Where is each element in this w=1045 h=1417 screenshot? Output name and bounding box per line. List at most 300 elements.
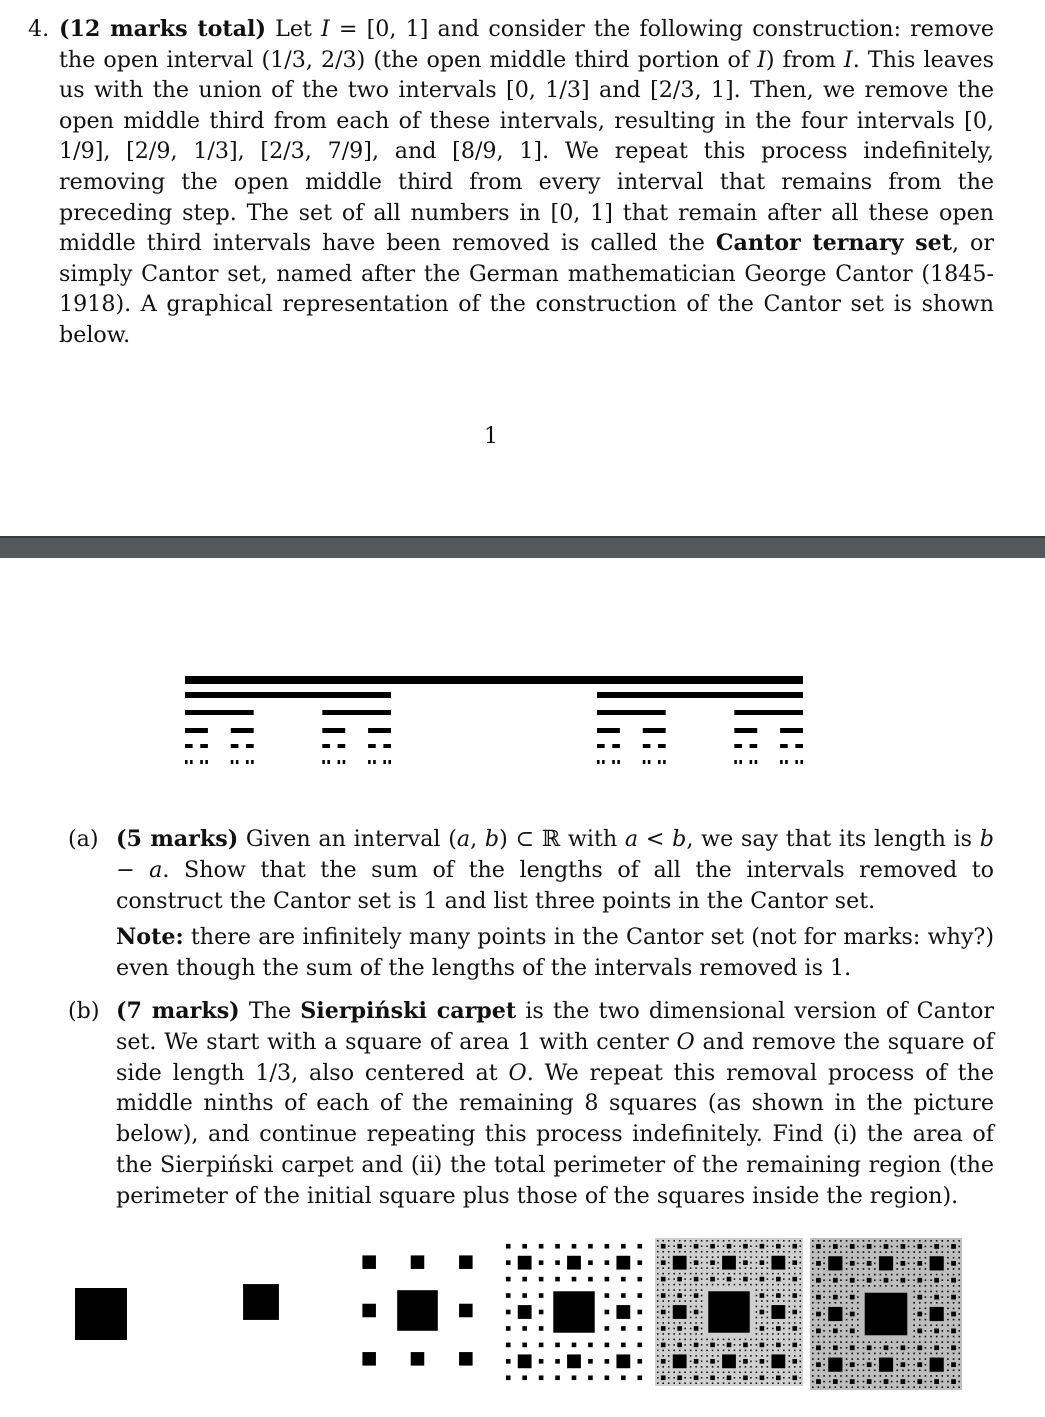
carpet-square [661,1375,666,1380]
carpet-square [750,1382,752,1384]
carpet-square [833,1379,838,1384]
carpet-square [799,1333,801,1335]
carpet-square [857,1291,859,1293]
carpet-square [668,1328,670,1330]
carpet-square [555,1244,560,1249]
carpet-square [734,1278,736,1280]
carpet-square [695,1251,697,1253]
carpet-square [778,1322,780,1324]
carpet-square [829,1347,831,1349]
carpet-square [868,1370,870,1372]
carpet-square [739,1339,741,1341]
carpet-square [743,1260,748,1265]
carpet-square [829,1240,831,1242]
carpet-square [799,1295,801,1297]
carpet-square [745,1350,747,1352]
carpet-square [637,1359,642,1364]
carpet-square [812,1251,814,1253]
carpet-square [778,1284,780,1286]
carpet-square [925,1330,927,1332]
carpet-square [657,1377,659,1379]
carpet-square [756,1306,758,1308]
carpet-square [951,1312,956,1317]
carpet-square [942,1381,944,1383]
carpet-square [851,1341,853,1343]
carpet-square [662,1333,664,1335]
carpet-square [880,1386,882,1388]
text-run: Given an interval ( [238,826,457,852]
carpet-square [823,1268,825,1270]
carpet-square [694,1375,699,1380]
cantor-segment [750,744,758,748]
carpet-square [799,1372,801,1374]
carpet-square [756,1251,758,1253]
carpet-square [767,1262,769,1264]
carpet-square [823,1251,825,1253]
carpet-square [722,1256,736,1270]
carpet-square [668,1251,670,1253]
carpet-square [947,1341,949,1343]
carpet-square [684,1284,686,1286]
carpet-square [739,1262,741,1264]
carpet-square [823,1324,825,1326]
carpet-square [851,1386,853,1388]
carpet-square [712,1339,714,1341]
carpet-square [745,1284,747,1286]
carpet-square [728,1284,730,1286]
carpet-square [668,1382,670,1384]
carpet-square [896,1386,898,1388]
carpet-square [812,1240,814,1242]
carpet-square [917,1312,922,1317]
carpet-square [840,1251,842,1253]
carpet-square [690,1328,692,1330]
carpet-square [823,1353,825,1355]
page-divider [0,536,1045,558]
carpet-square [925,1324,927,1326]
carpet-square [902,1257,904,1259]
carpet-square [863,1251,865,1253]
carpet-square [868,1358,870,1360]
cantor-segment [597,728,620,733]
carpet-square [694,1326,699,1331]
carpet-square [868,1353,870,1355]
carpet-square [902,1358,904,1360]
carpet-square [885,1240,887,1242]
carpet-square [917,1362,922,1367]
carpet-square [789,1284,791,1286]
cantor-segment [322,728,345,733]
carpet-square [734,1284,736,1286]
carpet-square [588,1359,593,1364]
carpet-square [925,1358,927,1360]
carpet-square [506,1244,511,1249]
carpet-square [776,1244,781,1249]
carpet-square [761,1366,763,1368]
carpet-square [706,1339,708,1341]
carpet-square [913,1319,915,1321]
cantor-segment [597,744,605,748]
carpet-square [637,1310,642,1315]
carpet-square [851,1375,853,1377]
carpet-square [789,1251,791,1253]
carpet-square [695,1240,697,1242]
carpet-square [902,1285,904,1287]
problem-text [59,14,994,351]
carpet-square [690,1311,692,1313]
carpet-square [846,1246,848,1248]
carpet-square [799,1306,801,1308]
carpet-square [637,1343,642,1348]
carpet-square [799,1262,801,1264]
carpet-square [743,1343,748,1348]
carpet-square [874,1274,876,1276]
carpet-square [756,1256,758,1258]
carpet-square [867,1362,872,1367]
carpet-square [783,1240,785,1242]
carpet-square [868,1268,870,1270]
carpet-square [885,1341,887,1343]
carpet-square [668,1372,670,1374]
carpet-square [706,1267,708,1269]
carpet-square [840,1240,842,1242]
carpet-square [863,1358,865,1360]
carpet-square [694,1293,699,1298]
carpet-square [772,1251,774,1253]
carpet-square [690,1267,692,1269]
carpet-square [673,1377,675,1379]
carpet-square [743,1277,748,1282]
carpet-square [760,1293,765,1298]
carpet-square [942,1324,944,1326]
carpet-square [756,1273,758,1275]
carpet-square [767,1295,769,1297]
carpet-square [896,1341,898,1343]
carpet-square [701,1267,703,1269]
carpet-square [710,1244,715,1249]
carpet-square [908,1341,910,1343]
carpet-square [794,1300,796,1302]
carpet-square [522,1375,527,1380]
carpet-square [701,1300,703,1302]
carpet-square [880,1285,882,1287]
carpet-square [823,1302,825,1304]
carpet-square [942,1386,944,1388]
carpet-square [679,1273,681,1275]
carpet-square [936,1341,938,1343]
carpet-square [947,1353,949,1355]
carpet-square [637,1260,642,1265]
carpet-square [668,1289,670,1291]
carpet-square [913,1364,915,1366]
carpet-square [673,1256,687,1270]
cantor-segment [643,728,666,733]
carpet-square [743,1375,748,1380]
carpet-square [835,1302,837,1304]
carpet-square [863,1246,865,1248]
carpet-square [567,1256,581,1270]
carpet-square [745,1273,747,1275]
carpet-square [778,1382,780,1384]
carpet-square [673,1278,675,1280]
cantor-segment [185,676,803,684]
carpet-square [947,1246,949,1248]
carpet-square [913,1347,915,1349]
carpet-square [750,1366,752,1368]
carpet-square [518,1354,532,1368]
carpet-square [701,1245,703,1247]
carpet-square [829,1386,831,1388]
carpet-square [662,1273,664,1275]
carpet-square [750,1350,752,1352]
carpet-square [605,1260,610,1265]
carpet-square [767,1245,769,1247]
carpet-square [668,1344,670,1346]
carpet-square [833,1244,838,1249]
carpet-square [925,1246,927,1248]
text-run: and remove the square of side length 1/3, also centered at [116,1028,994,1086]
carpet-square [896,1347,898,1349]
carpet-square [913,1308,915,1310]
carpet-square [874,1386,876,1388]
carpet-square [919,1375,921,1377]
carpet-square [908,1251,910,1253]
carpet-square [605,1343,610,1348]
carpet-square [739,1377,741,1379]
cantor-segment [597,692,803,698]
carpet-square [706,1377,708,1379]
carpet-square [947,1370,949,1372]
carpet-square [823,1291,825,1293]
carpet-square [851,1308,853,1310]
carpet-square [833,1295,838,1300]
carpet-square [792,1375,797,1380]
part-b [68,996,994,1212]
carpet-square [799,1311,801,1313]
carpet-square [857,1358,859,1360]
carpet-square [756,1245,758,1247]
carpet-square [947,1268,949,1270]
carpet-square [695,1317,697,1319]
carpet-square [756,1328,758,1330]
carpet-square [901,1244,906,1249]
carpet-square [778,1300,780,1302]
carpet-square [958,1291,960,1293]
carpet-square [679,1350,681,1352]
cantor-segment [612,744,620,748]
carpet-square [919,1308,921,1310]
carpet-square [947,1308,949,1310]
carpet-square [789,1377,791,1379]
carpet-square [816,1379,821,1384]
carpet-square [851,1353,853,1355]
carpet-square [846,1279,848,1281]
carpet-square [953,1358,955,1360]
carpet-square [668,1306,670,1308]
carpet-square [756,1333,758,1335]
carpet-square [745,1372,747,1374]
carpet-square [723,1372,725,1374]
carpet-square [947,1386,949,1388]
carpet-square [901,1345,906,1350]
carpet-square [767,1289,769,1291]
carpet-square [823,1319,825,1321]
carpet-square [880,1246,882,1248]
carpet-square [555,1277,560,1282]
carpet-square [799,1355,801,1357]
carpet-square [958,1353,960,1355]
carpet-square [794,1289,796,1291]
carpet-square [828,1358,842,1372]
carpet-square [506,1375,511,1380]
carpet-square [706,1273,708,1275]
carpet-square [799,1339,801,1341]
carpet-square [677,1293,682,1298]
carpet-square [662,1240,664,1242]
carpet-square [812,1274,814,1276]
carpet-square [930,1251,932,1253]
carpet-square [792,1326,797,1331]
carpet-square [930,1279,932,1281]
carpet-square [829,1302,831,1304]
carpet-square [661,1326,666,1331]
carpet-square [818,1336,820,1338]
carpet-square [885,1285,887,1287]
carpet-square [919,1240,921,1242]
carpet-square [851,1291,853,1293]
carpet-square [794,1372,796,1374]
carpet-square [690,1278,692,1280]
carpet-square [756,1278,758,1280]
carpet-square [727,1343,732,1348]
carpet-square [701,1273,703,1275]
math-var: a [456,826,471,852]
carpet-square [953,1285,955,1287]
carpet-square [947,1330,949,1332]
carpet-square [701,1289,703,1291]
carpet-square [857,1319,859,1321]
cantor-segment [200,760,203,764]
carpet-square [812,1381,814,1383]
carpet-square [792,1277,797,1282]
carpet-square [818,1386,820,1388]
carpet-square [951,1244,956,1249]
carpet-square [771,1305,785,1319]
carpet-square [673,1372,675,1374]
cantor-segment [368,728,391,733]
text-run: = [0, 1] and consider the following construction: remove the open interval (1/3, 2/3) (the open middle third portion of [59,16,994,73]
carpet-square [936,1386,938,1388]
carpet-square [717,1382,719,1384]
carpet-square [840,1336,842,1338]
carpet-square [812,1364,814,1366]
carpet-square [701,1262,703,1264]
carpet-square [958,1336,960,1338]
carpet-square [706,1361,708,1363]
math-var: b [484,826,500,852]
page-1 [0,0,1045,536]
carpet-square [684,1273,686,1275]
carpet-square [930,1256,944,1270]
carpet-square [896,1279,898,1281]
cantor-segment [383,744,391,748]
carpet-square [857,1308,859,1310]
carpet-square [745,1355,747,1357]
carpet-square [953,1274,955,1276]
cantor-segment [185,710,254,715]
carpet-square [846,1336,848,1338]
carpet-square [695,1300,697,1302]
carpet-square [840,1347,842,1349]
carpet-square [728,1251,730,1253]
carpet-square [812,1313,814,1315]
carpet-square [925,1353,927,1355]
carpet-square [942,1285,944,1287]
carpet-square [799,1267,801,1269]
carpet-square [942,1336,944,1338]
cantor-segment [780,744,788,748]
carpet-square [863,1279,865,1281]
carpet-square [657,1311,659,1313]
carpet-square [812,1246,814,1248]
carpet-square [835,1353,837,1355]
carpet-square [690,1245,692,1247]
math-var: I [757,46,766,73]
carpet-square [799,1344,801,1346]
carpet-square [818,1370,820,1372]
cantor-term: Cantor ternary set [715,230,953,257]
carpet-square [902,1370,904,1372]
carpet-square [767,1350,769,1352]
carpet-square [925,1285,927,1287]
carpet-square [695,1273,697,1275]
carpet-square [823,1313,825,1315]
carpet-square [662,1289,664,1291]
carpet-square [896,1285,898,1287]
carpet-square [835,1251,837,1253]
carpet-square [829,1291,831,1293]
text-run: . Show that the sum of the lengths of all the intervals removed to construct the Cantor set is 1 and list three points in the Cantor set. [116,856,994,914]
carpet-square [880,1240,882,1242]
carpet-square [761,1251,763,1253]
carpet-level-2 [345,1238,490,1383]
carpet-square [706,1256,708,1258]
carpet-square [823,1274,825,1276]
carpet-square [835,1386,837,1388]
carpet-square [684,1372,686,1374]
carpet-square [756,1382,758,1384]
carpet-square [958,1251,960,1253]
cantor-segment [200,744,208,748]
carpet-square [953,1319,955,1321]
carpet-square [789,1267,791,1269]
carpet-square [792,1260,797,1265]
carpet-square [908,1246,910,1248]
carpet-square [572,1375,577,1380]
carpet-square [958,1279,960,1281]
carpet-square [745,1366,747,1368]
carpet-square [936,1324,938,1326]
carpet-square [829,1341,831,1343]
math-var: a [624,826,639,852]
carpet-square [657,1328,659,1330]
carpet-square [750,1344,752,1346]
carpet-square [874,1257,876,1259]
carpet-square [799,1366,801,1368]
carpet-square [690,1300,692,1302]
carpet-square [734,1240,736,1242]
carpet-square [953,1240,955,1242]
